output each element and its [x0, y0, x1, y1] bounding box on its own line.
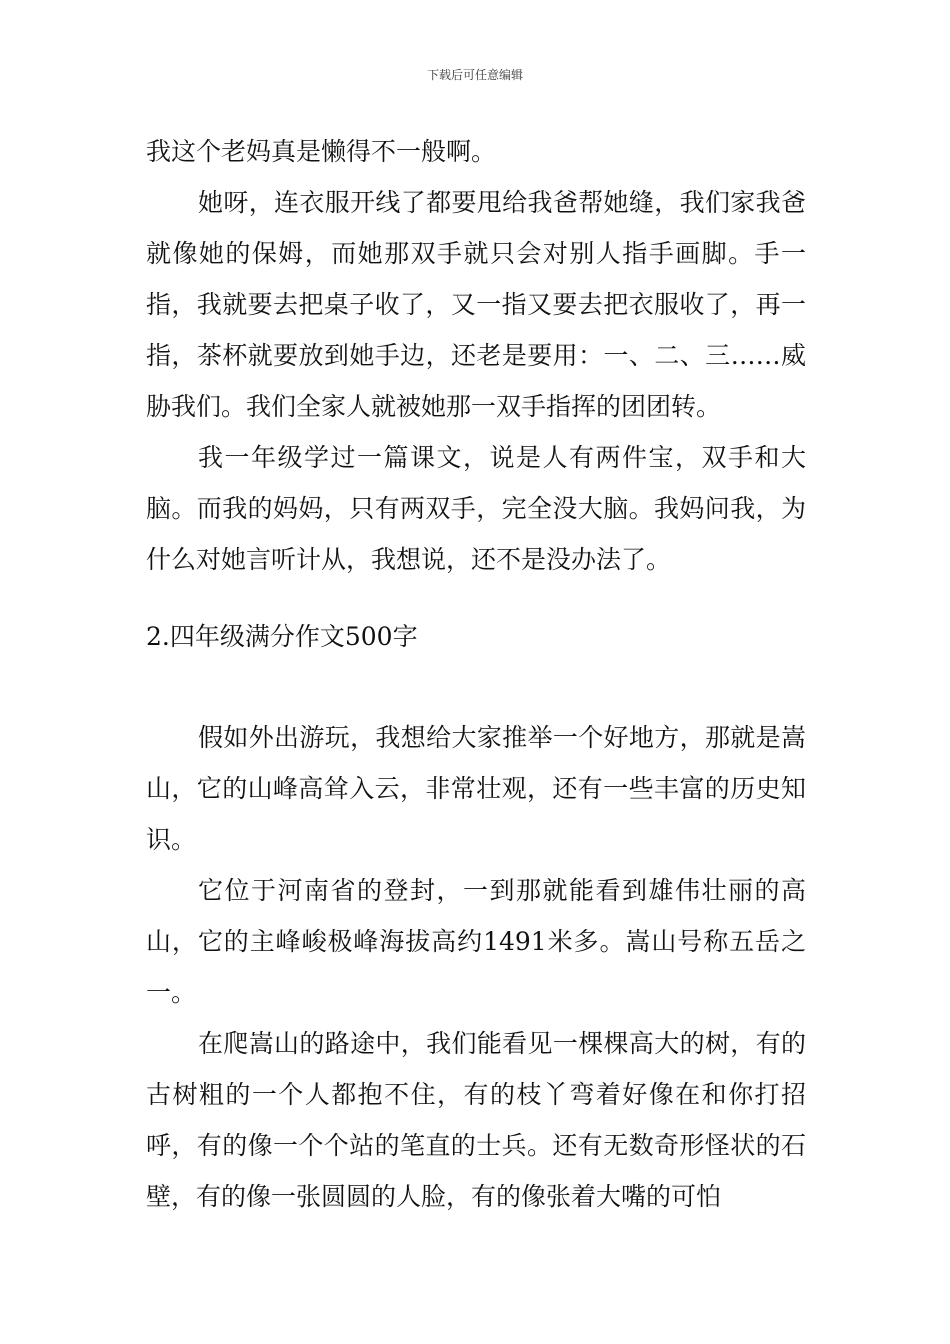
paragraph-3: 我一年级学过一篇课文，说是人有两件宝，双手和大脑。而我的妈妈，只有两双手，完全没大脑。我妈问我，为什么对她言听计从，我想说，还不是没办法了。 — [146, 443, 806, 574]
download-editable-note: 下载后可任意编辑 — [426, 68, 523, 82]
paragraph-5: 它位于河南省的登封，一到那就能看到雄伟壮丽的高山，它的主峰峻极峰海拔高约1491米多。嵩山号称五岳之一。 — [146, 876, 806, 1007]
paragraph-4: 假如外出游玩，我想给大家推举一个好地方，那就是嵩山，它的山峰高耸入云，非常壮观，还有一些丰富的历史知识。 — [146, 723, 806, 854]
paragraph-1: 我这个老妈真是懒得不一般啊。 — [146, 137, 497, 166]
document-body — [146, 126, 806, 1222]
paragraph-6: 在爬嵩山的路途中，我们能看见一棵棵高大的树，有的古树粗的一个人都抱不住，有的枝丫弯着好像在和你打招呼，有的像一个个站的笔直的士兵。还有无数奇形怪状的石壁，有的像一张圆圆的人脸，有的像张着大嘴的可怕 — [146, 1029, 806, 1211]
paragraph-2: 她呀，连衣服开线了都要甩给我爸帮她缝，我们家我爸就像她的保姆，而她那双手就只会对别人指手画脚。手一指，我就要去把桌子收了，又一指又要去把衣服收了，再一指，茶杯就要放到她手边，还老是要用：一、二、三……威胁我们。我们全家人就被她那一双手指挥的团团转。 — [146, 188, 806, 421]
section-title: 2.四年级满分作文500字 — [146, 622, 418, 651]
